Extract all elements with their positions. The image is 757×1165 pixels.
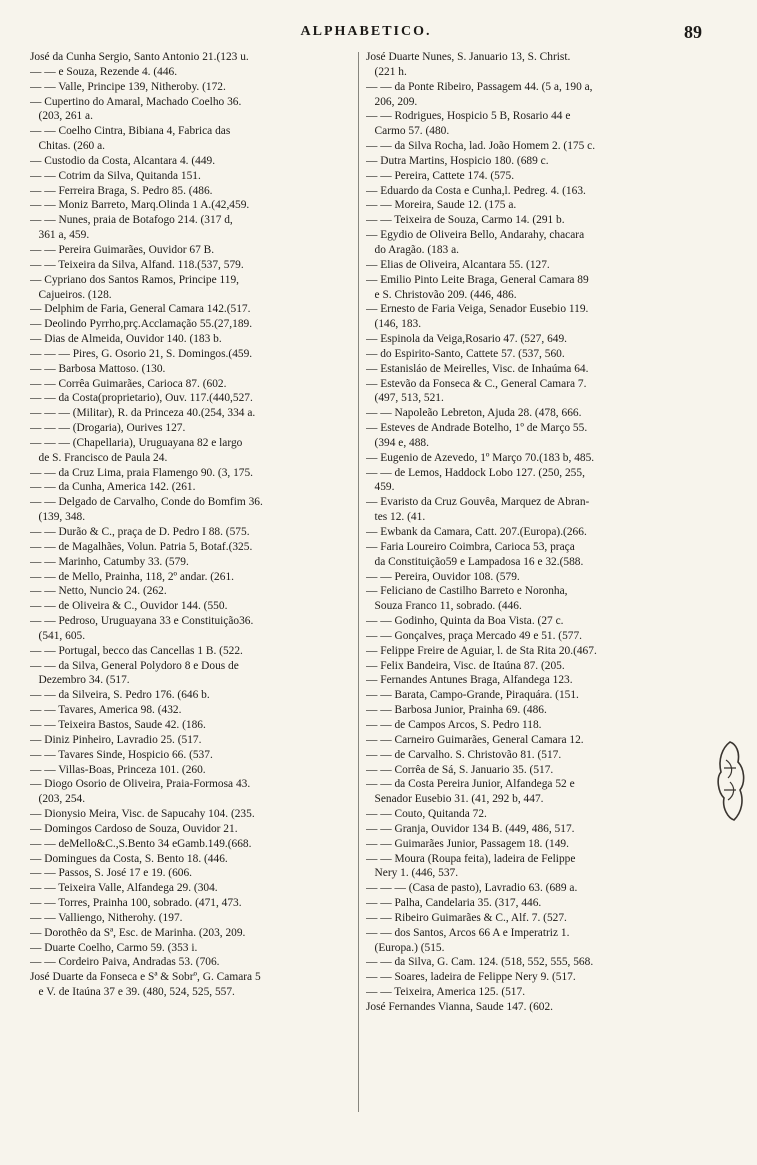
directory-entry-line: — Dionysio Meira, Visc. de Sapucahy 104. (235. — [30, 808, 255, 821]
directory-entry-line: — — Teixeira Bastos, Saude 42. (186. — [30, 718, 206, 731]
directory-entry-line: — Fernandes Antunes Braga, Alfandega 123. — [366, 674, 573, 687]
directory-entry-line: — Dias de Almeida, Ouvidor 140. (183 b. — [30, 333, 222, 346]
directory-entry-line: — do Espirito-Santo, Cattete 57. (537, 560. — [366, 347, 565, 360]
directory-entry-line: — — Portugal, becco das Cancellas 1 B. (522. — [30, 644, 243, 657]
directory-entry-line: tes 12. (41. — [366, 511, 426, 524]
directory-entry-line: 361 a, 459. — [30, 229, 90, 242]
directory-entry-line: — — Ferreira Braga, S. Pedro 85. (486. — [30, 184, 213, 197]
directory-entry-line: (203, 261 a. — [30, 110, 93, 123]
directory-entry-line: — — Cordeiro Paiva, Andradas 53. (706. — [30, 956, 220, 969]
directory-entry-line: — — Teixeira, America 125. (517. — [366, 986, 526, 999]
directory-entry-line: — — de Oliveira & C., Ouvidor 144. (550. — [30, 600, 228, 613]
directory-entry-line: (139, 348. — [30, 511, 86, 524]
directory-entry-line: — Felix Bandeira, Visc. de Itaúna 87. (205. — [366, 659, 565, 672]
directory-entry-line: (203, 254. — [30, 793, 86, 806]
directory-entry-line: (394 e, 488. — [366, 436, 429, 449]
directory-entry-line: — Espinola da Veiga,Rosario 47. (527, 649. — [366, 333, 567, 346]
directory-entry-line: — — Torres, Prainha 100, sobrado. (471, 473. — [30, 897, 242, 910]
directory-entry-line: — — da Costa(proprietario), Ouv. 117.(440,527. — [30, 392, 253, 405]
directory-entry-line: — — da Ponte Ribeiro, Passagem 44. (5 a, 190 a, — [366, 80, 593, 93]
directory-entry-line: de S. Francisco de Paula 24. — [30, 451, 168, 464]
directory-entry-line: — Emilio Pinto Leite Braga, General Camara 89 — [366, 273, 589, 286]
directory-entry-line: — Faria Loureiro Coimbra, Carioca 53, praça — [366, 540, 575, 553]
directory-entry-line: — — Gonçalves, praça Mercado 49 e 51. (577. — [366, 629, 583, 642]
directory-entry-line: — — Moura (Roupa feita), ladeira de Felippe — [366, 852, 576, 865]
directory-entry-line: — — da Silveira, S. Pedro 176. (646 b. — [30, 689, 210, 702]
directory-entry-line: — — Ribeiro Guimarães & C., Alf. 7. (527. — [366, 911, 567, 924]
directory-entry-line: — Ewbank da Camara, Catt. 207.(Europa).(266. — [366, 526, 587, 538]
directory-entry-line: — — de Carvalho. S. Christovão 81. (517. — [366, 748, 562, 761]
directory-entry-line: — Dorothêo da Sª, Esc. de Marinha. (203, 209. — [30, 926, 246, 939]
directory-entry-line: — Estevão da Fonseca & C., General Camara 7. — [366, 377, 587, 390]
directory-entry-line: — — Valliengo, Nitherohy. (197. — [30, 911, 183, 924]
directory-entry-line: — — Pereira Guimarães, Ouvidor 67 B. — [30, 243, 215, 256]
directory-entry-line: — — Pereira, Cattete 174. (575. — [366, 169, 515, 182]
directory-entry-line: — Cupertino do Amaral, Machado Coelho 36. — [30, 95, 242, 108]
directory-entry-line: — — Barata, Campo-Grande, Piraquára. (151. — [366, 689, 579, 702]
page-header — [30, 24, 702, 48]
directory-entry-line: do Aragão. (183 a. — [366, 243, 459, 256]
directory-entry-line: Chitas. (260 a. — [30, 140, 105, 153]
directory-entry-line: — — da Cruz Lima, praia Flamengo 90. (3, 175. — [30, 466, 254, 479]
directory-entry-line: José Duarte da Fonseca e Sª & Sobrº, G. Camara 5 — [30, 971, 261, 984]
directory-entry-line: — — Napoleão Lebreton, Ajuda 28. (478, 666. — [366, 407, 582, 420]
directory-entry-line: Souza Franco 11, sobrado. (446. — [366, 600, 522, 613]
directory-entry-line: Dezembro 34. (517. — [30, 674, 130, 687]
directory-entry-line: — — Pedroso, Uruguayana 33 e Constituição36. — [30, 615, 254, 628]
directory-entry-line: — Evaristo da Cruz Gouvêa, Marquez de Abran- — [366, 496, 590, 509]
directory-entry-line: — — Delgado de Carvalho, Conde do Bomfim 36. — [30, 496, 263, 509]
directory-entry-line: da Constituição59 e Lampadosa 16 e 32.(588. — [366, 555, 584, 568]
directory-entry-line: — Elias de Oliveira, Alcantara 55. (127. — [366, 258, 550, 271]
directory-entry-line: — — Tavares, America 98. (432. — [30, 704, 182, 717]
directory-entry-line: José Fernandes Vianna, Saude 147. (602. — [366, 1001, 554, 1013]
directory-entry-line: — — de Campos Arcos, S. Pedro 118. — [366, 718, 542, 731]
directory-entry-line: — — Netto, Nuncio 24. (262. — [30, 585, 167, 598]
directory-entry-line: — — da Silva, General Polydoro 8 e Dous de — [30, 659, 239, 672]
directory-entry-line: Cajueiros. (128. — [30, 288, 112, 301]
directory-entry-line: — — Villas-Boas, Princeza 101. (260. — [30, 763, 206, 776]
directory-entry-line: — — Barbosa Mattoso. (130. — [30, 362, 166, 375]
directory-entry-line: — — Coelho Cintra, Bibiana 4, Fabrica das — [30, 125, 231, 138]
directory-entry-line: Carmo 57. (480. — [366, 125, 450, 138]
directory-entry-line: — — de Magalhães, Volun. Patria 5, Botaf.(325. — [30, 540, 253, 553]
directory-entry-line: — — — (Casa de pasto), Lavradio 63. (689 a. — [366, 882, 578, 895]
directory-entry-line: — Delphim de Faria, General Camara 142.(517. — [30, 303, 251, 316]
directory-entry-line: — — — (Chapellaria), Uruguayana 82 e largo — [30, 436, 243, 449]
directory-entry-line: — — de Lemos, Haddock Lobo 127. (250, 255, — [366, 466, 585, 479]
directory-entry-line: — — Cotrim da Silva, Quitanda 151. — [30, 169, 201, 182]
directory-entry-line: — — Nunes, praia de Botafogo 214. (317 d, — [30, 214, 233, 227]
directory-entry-line: José da Cunha Sergio, Santo Antonio 21.(123 u. — [30, 51, 249, 63]
directory-entry-line: — — Carneiro Guimarães, General Camara 12. — [366, 733, 584, 746]
directory-entry-line: — — Godinho, Quinta da Boa Vista. (27 c. — [366, 615, 564, 628]
directory-entry-line: — Deolindo Pyrrho,prç.Acclamação 55.(27,189. — [30, 318, 253, 331]
directory-entry-line: — — Tavares Sinde, Hospicio 66. (537. — [30, 748, 213, 761]
directory-entry-line: — — Granja, Ouvidor 134 B. (449, 486, 517. — [366, 822, 575, 835]
directory-entry-line: — Domingos Cardoso de Souza, Ouvidor 21. — [30, 822, 238, 835]
directory-entry-line: (146, 183. — [366, 318, 422, 331]
directory-entry-line: — Eduardo da Costa e Cunha,l. Pedreg. 4. (163. — [366, 184, 586, 197]
directory-entry-line: — — Passos, S. José 17 e 19. (606. — [30, 867, 193, 880]
directory-entry-line: — — Palha, Candelaria 35. (317, 446. — [366, 897, 542, 910]
directory-entry-line: — — de Mello, Prainha, 118, 2º andar. (261. — [30, 570, 234, 583]
directory-entry-line: (497, 513, 521. — [366, 392, 444, 405]
directory-entry-line: — — — (Militar), R. da Princeza 40.(254, 334 a. — [30, 407, 256, 420]
directory-entry-line: — — dos Santos, Arcos 66 A e Imperatriz 1. — [366, 926, 570, 939]
directory-entry-line: (221 h. — [366, 65, 407, 78]
directory-entry-line: (Europa.) (515. — [366, 941, 445, 954]
directory-entry-line: José Duarte Nunes, S. Januario 13, S. Christ. — [366, 51, 571, 63]
directory-entry-line: 206, 209. — [366, 95, 418, 108]
directory-entry-line: 459. — [366, 481, 395, 494]
directory-entry-line: — Estanisláo de Meirelles, Visc. de Inhaúma 64. — [366, 362, 589, 375]
directory-entry-line: — Diniz Pinheiro, Lavradio 25. (517. — [30, 733, 202, 746]
directory-entry-line: — Domingues da Costa, S. Bento 18. (446. — [30, 852, 228, 865]
directory-entry-line: — — Moreira, Saude 12. (175 a. — [366, 199, 517, 212]
directory-entry-line: — Feliciano de Castilho Barreto e Noronha, — [366, 585, 568, 598]
directory-entry-line: — — e Souza, Rezende 4. (446. — [30, 65, 178, 78]
ink-stamp-mark — [712, 738, 748, 822]
directory-entry-line: — — Rodrigues, Hospicio 5 B, Rosario 44 e — [366, 110, 571, 123]
directory-entry-line: — — Teixeira Valle, Alfandega 29. (304. — [30, 882, 218, 895]
directory-entry-line: — — da Costa Pereira Junior, Alfandega 52 e — [366, 778, 575, 791]
running-title: ALPHABETICO. — [300, 24, 432, 39]
directory-entry-line: — — da Silva Rocha, lad. João Homem 2. (175 c. — [366, 140, 596, 153]
directory-entry-line: — — Pereira, Ouvidor 108. (579. — [366, 570, 520, 583]
directory-entry-line: — Diogo Osorio de Oliveira, Praia-Formosa 43. — [30, 778, 251, 791]
directory-entry-line: — — da Silva, G. Cam. 124. (518, 552, 555, 568. — [366, 956, 594, 969]
directory-entry-line: (541, 605. — [30, 629, 86, 642]
directory-entry-line: — — Soares, ladeira de Felippe Nery 9. (517. — [366, 971, 576, 984]
left-column — [30, 50, 366, 1000]
directory-entry-line: — — Corrêa Guimarães, Carioca 87. (602. — [30, 377, 227, 390]
directory-entry-line: e S. Christovão 209. (446, 486. — [366, 288, 517, 301]
directory-entry-line: Senador Eusebio 31. (41, 292 b, 447. — [366, 793, 544, 806]
directory-entry-line: — Cypriano dos Santos Ramos, Principe 119, — [30, 273, 240, 286]
page-number: 89 — [684, 22, 702, 42]
directory-entry-line: — — Durão & C., praça de D. Pedro I 88. (575. — [30, 526, 250, 538]
directory-entry-line: — — Corrêa de Sá, S. Januario 35. (517. — [366, 763, 554, 776]
directory-entry-line: — Duarte Coelho, Carmo 59. (353 i. — [30, 941, 198, 954]
directory-entry-line: — Esteves de Andrade Botelho, 1º de Março 55. — [366, 422, 588, 435]
right-column — [366, 50, 702, 1015]
directory-entry-line: — — Couto, Quitanda 72. — [366, 808, 487, 821]
directory-entry-line: — Egydio de Oliveira Bello, Andarahy, chacara — [366, 229, 585, 242]
directory-entry-line: — — — (Drogaria), Ourives 127. — [30, 422, 186, 435]
directory-entry-line: — — da Cunha, America 142. (261. — [30, 481, 196, 494]
directory-entry-line: — — Valle, Principe 139, Nitheroby. (172. — [30, 80, 226, 93]
directory-entry-line: — — Teixeira da Silva, Alfand. 118.(537, 579. — [30, 258, 244, 271]
directory-entry-line: — — deMello&C.,S.Bento 34 eGamb.149.(668. — [30, 837, 252, 850]
directory-entry-line: — Dutra Martins, Hospicio 180. (689 c. — [366, 154, 549, 167]
directory-entry-line: — — Marinho, Catumby 33. (579. — [30, 555, 189, 568]
directory-entry-line: — Custodio da Costa, Alcantara 4. (449. — [30, 154, 216, 167]
directory-entry-line: — — Guimarães Junior, Passagem 18. (149. — [366, 837, 569, 850]
directory-entry-line: e V. de Itaúna 37 e 39. (480, 524, 525, 557. — [30, 986, 235, 999]
directory-entry-line: — — Teixeira de Souza, Carmo 14. (291 b. — [366, 214, 565, 227]
directory-entry-line: Nery 1. (446, 537. — [366, 867, 459, 880]
directory-entry-line: — Felippe Freire de Aguiar, l. de Sta Rita 20.(467. — [366, 644, 597, 657]
directory-entry-line: — Eugenio de Azevedo, 1º Março 70.(183 b, 485. — [366, 451, 595, 464]
directory-entry-line: — — Barbosa Junior, Prainha 69. (486. — [366, 704, 547, 717]
directory-entry-line: — — — Pires, G. Osorio 21, S. Domingos.(459. — [30, 347, 253, 360]
column-divider — [358, 52, 359, 1112]
directory-entry-line: — Ernesto de Faria Veiga, Senador Eusebio 119. — [366, 303, 589, 316]
directory-entry-line: — — Moniz Barreto, Marq.Olinda 1 A.(42,459. — [30, 199, 250, 212]
